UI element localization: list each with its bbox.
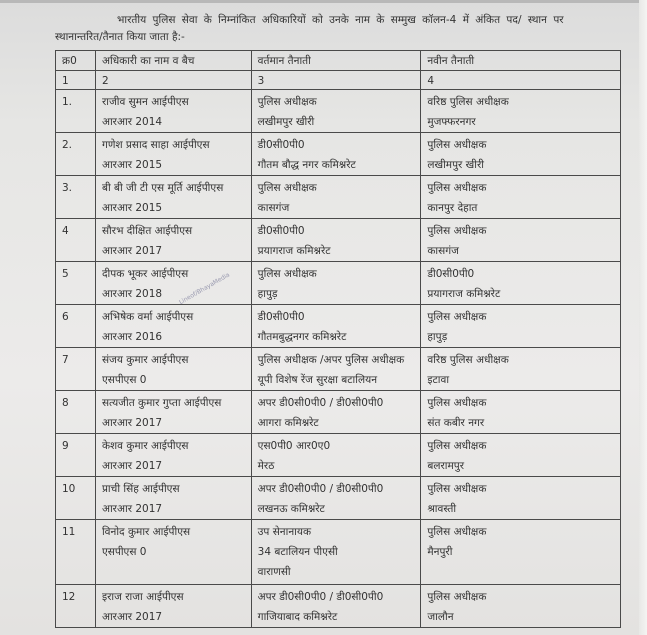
column-number-row xyxy=(56,71,621,90)
table-row xyxy=(56,176,621,219)
current-posting-line: अपर डी0सी0पी0 / डी0सी0पी0 xyxy=(257,397,384,409)
table-row xyxy=(56,585,621,628)
officer-cell xyxy=(95,176,251,219)
current-posting-line: डी0सी0पी0 xyxy=(257,311,305,323)
serial-number-text: 10 xyxy=(62,483,76,495)
officer-name: इराज राजा आईपीएस xyxy=(101,591,184,603)
officer-name: प्राची सिंह आईपीएस xyxy=(101,483,180,495)
officer-name: संजय कुमार आईपीएस xyxy=(101,354,189,366)
current-posting-cell xyxy=(251,219,421,262)
current-posting-line: गौतम बौद्ध नगर कमिश्नरेट xyxy=(257,159,356,171)
officer-batch: आरआर 2017 xyxy=(101,245,163,257)
column-number: 4 xyxy=(421,71,621,90)
serial-number xyxy=(56,176,96,219)
table-row xyxy=(56,520,621,585)
current-posting-line: एस0पी0 आर0ए0 xyxy=(257,440,331,452)
current-posting-cell xyxy=(251,133,421,176)
new-posting-line: प्रयागराज कमिश्नरेट xyxy=(427,288,501,300)
new-posting-line: संत कबीर नगर xyxy=(427,417,485,429)
current-posting-line: पुलिस अधीक्षक xyxy=(257,182,317,194)
header-row xyxy=(56,51,621,71)
serial-number-text: 7 xyxy=(62,354,69,366)
serial-number xyxy=(56,477,96,520)
current-posting-cell xyxy=(251,520,421,585)
table-row xyxy=(56,305,621,348)
table-row xyxy=(56,133,621,176)
current-posting-line: लखीमपुर खीरी xyxy=(257,116,315,128)
table-row xyxy=(56,391,621,434)
officer-cell xyxy=(95,434,251,477)
current-posting-cell xyxy=(251,585,421,628)
serial-number xyxy=(56,348,96,391)
new-posting-line: पुलिस अधीक्षक xyxy=(427,311,487,323)
new-posting-cell xyxy=(421,348,621,391)
new-posting-line: कासगंज xyxy=(427,245,459,257)
page-right-edge xyxy=(639,0,647,635)
page-top-edge xyxy=(0,0,647,3)
new-posting-line: मुजफ्फरनगर xyxy=(427,116,476,128)
new-posting-cell xyxy=(421,585,621,628)
new-posting-line: पुलिस अधीक्षक xyxy=(427,397,487,409)
officer-batch: एसपीएस 0 xyxy=(101,546,147,558)
current-posting-cell xyxy=(251,305,421,348)
current-posting-cell xyxy=(251,391,421,434)
new-posting-line: वरिष्ठ पुलिस अधीक्षक xyxy=(427,354,509,366)
officer-batch: आरआर 2018 xyxy=(101,288,163,300)
officer-batch: आरआर 2016 xyxy=(101,331,163,343)
current-posting-line: उप सेनानायक xyxy=(257,526,312,538)
new-posting-cell xyxy=(421,262,621,305)
officer-batch: आरआर 2015 xyxy=(101,202,163,214)
header-current-posting: वर्तमान तैनाती xyxy=(251,51,421,71)
serial-number-text: 1. xyxy=(62,96,73,108)
new-posting-cell xyxy=(421,90,621,133)
current-posting-cell xyxy=(251,176,421,219)
officer-batch: आरआर 2017 xyxy=(101,503,163,515)
transfer-table xyxy=(55,50,621,628)
current-posting-line: यूपी विशेष रेंज सुरक्षा बटालियन xyxy=(257,374,378,386)
column-number: 2 xyxy=(95,71,251,90)
officer-cell xyxy=(95,477,251,520)
new-posting-line: पुलिस अधीक्षक xyxy=(427,225,487,237)
officer-batch: आरआर 2017 xyxy=(101,611,163,623)
new-posting-cell xyxy=(421,305,621,348)
current-posting-line: मेरठ xyxy=(257,460,275,472)
serial-number-text: 12 xyxy=(62,591,76,603)
new-posting-cell xyxy=(421,434,621,477)
officer-cell xyxy=(95,90,251,133)
current-posting-cell xyxy=(251,90,421,133)
serial-number xyxy=(56,133,96,176)
officer-cell xyxy=(95,219,251,262)
current-posting-line: आगरा कमिश्नरेट xyxy=(257,417,319,429)
new-posting-cell xyxy=(421,391,621,434)
officer-batch: आरआर 2017 xyxy=(101,460,163,472)
officer-cell xyxy=(95,262,251,305)
new-posting-line: बलरामपुर xyxy=(427,460,465,472)
serial-number xyxy=(56,90,96,133)
officer-batch: एसपीएस 0 xyxy=(101,374,147,386)
header-sno: क्र0 xyxy=(56,51,96,71)
officer-name: बी बी जी टी एस मूर्ति आईपीएस xyxy=(101,182,224,194)
serial-number-text: 6 xyxy=(62,311,69,323)
header-name-batch: अधिकारी का नाम व बैच xyxy=(95,51,251,71)
officer-cell xyxy=(95,348,251,391)
column-number: 1 xyxy=(56,71,96,90)
serial-number xyxy=(56,520,96,585)
intro-paragraph xyxy=(55,12,625,46)
current-posting-cell xyxy=(251,477,421,520)
serial-number xyxy=(56,391,96,434)
new-posting-line: जालौन xyxy=(427,611,454,623)
current-posting-line: पुलिस अधीक्षक xyxy=(257,268,317,280)
table-row xyxy=(56,90,621,133)
current-posting-line: पुलिस अधीक्षक xyxy=(257,96,317,108)
officer-cell xyxy=(95,391,251,434)
serial-number-text: 11 xyxy=(62,526,76,538)
current-posting-line: अपर डी0सी0पी0 / डी0सी0पी0 xyxy=(257,483,384,495)
current-posting-cell xyxy=(251,434,421,477)
table-row xyxy=(56,348,621,391)
new-posting-line: श्रावस्ती xyxy=(427,503,457,515)
current-posting-line: 34 बटालियन पीएसी xyxy=(257,546,338,558)
intro-line-2: स्थानान्तरित/तैनात किया जाता है:- xyxy=(55,31,185,43)
current-posting-line: डी0सी0पी0 xyxy=(257,139,305,151)
current-posting-line: लखनऊ कमिश्नरेट xyxy=(257,503,325,515)
table-row xyxy=(56,434,621,477)
officer-batch: आरआर 2015 xyxy=(101,159,163,171)
officer-name: केशव कुमार आईपीएस xyxy=(101,440,189,452)
new-posting-cell xyxy=(421,133,621,176)
officer-name: विनोद कुमार आईपीएस xyxy=(101,526,191,538)
new-posting-line: पुलिस अधीक्षक xyxy=(427,483,487,495)
current-posting-line: गाजियाबाद कमिश्नरेट xyxy=(257,611,338,623)
new-posting-line: पुलिस अधीक्षक xyxy=(427,182,487,194)
officer-cell xyxy=(95,133,251,176)
officer-cell xyxy=(95,585,251,628)
serial-number-text: 2. xyxy=(62,139,73,151)
new-posting-line: पुलिस अधीक्षक xyxy=(427,591,487,603)
current-posting-line: गौतमबुद्धनगर कमिश्नरेट xyxy=(257,331,347,343)
officer-name: गणेश प्रसाद साहा आईपीएस xyxy=(101,139,210,151)
current-posting-cell xyxy=(251,262,421,305)
current-posting-line: कासगंज xyxy=(257,202,290,214)
serial-number-text: 4 xyxy=(62,225,69,237)
officer-batch: आरआर 2017 xyxy=(101,417,163,429)
new-posting-cell xyxy=(421,219,621,262)
officer-name: राजीव सुमन आईपीएस xyxy=(101,96,189,108)
current-posting-line: हापुड़ xyxy=(257,288,278,300)
new-posting-line: पुलिस अधीक्षक xyxy=(427,139,487,151)
table-row xyxy=(56,219,621,262)
new-posting-line: वरिष्ठ पुलिस अधीक्षक xyxy=(427,96,509,108)
serial-number xyxy=(56,305,96,348)
new-posting-cell xyxy=(421,520,621,585)
new-posting-cell xyxy=(421,176,621,219)
current-posting-line: वाराणसी xyxy=(257,566,291,578)
new-posting-line: पुलिस अधीक्षक xyxy=(427,440,487,452)
current-posting-line: डी0सी0पी0 xyxy=(257,225,305,237)
intro-line-1: भारतीय पुलिस सेवा के निम्नांकित अधिकारियों को उनके नाम के सम्मुख कॉलन-4 में अंकित पद/ स्थान पर xyxy=(117,14,564,26)
new-posting-line: लखीमपुर खीरी xyxy=(427,159,484,171)
current-posting-cell xyxy=(251,348,421,391)
new-posting-line: कानपुर देहात xyxy=(427,202,478,214)
header-new-posting: नवीन तैनाती xyxy=(421,51,621,71)
new-posting-line: हापुड़ xyxy=(427,331,448,343)
table-row xyxy=(56,477,621,520)
officer-name: अभिषेक वर्मा आईपीएस xyxy=(101,311,194,323)
officer-name: सत्यजीत कुमार गुप्ता आईपीएस xyxy=(101,397,222,409)
officer-name: दीपक भूकर आईपीएस xyxy=(101,268,189,280)
officer-batch: आरआर 2014 xyxy=(101,116,163,128)
serial-number-text: 8 xyxy=(62,397,69,409)
serial-number xyxy=(56,585,96,628)
current-posting-line: प्रयागराज कमिश्नरेट xyxy=(257,245,331,257)
new-posting-line: इटावा xyxy=(427,374,450,386)
serial-number-text: 5 xyxy=(62,268,69,280)
table-row xyxy=(56,262,621,305)
new-posting-cell xyxy=(421,477,621,520)
serial-number-text: 9 xyxy=(62,440,69,452)
current-posting-line: पुलिस अधीक्षक /अपर पुलिस अधीक्षक xyxy=(257,354,405,366)
serial-number-text: 3. xyxy=(62,182,73,194)
column-number: 3 xyxy=(251,71,421,90)
current-posting-line: अपर डी0सी0पी0 / डी0सी0पी0 xyxy=(257,591,384,603)
serial-number xyxy=(56,262,96,305)
watermark: Lineof/BhayaMedia xyxy=(178,271,231,307)
new-posting-line: मैनपुरी xyxy=(427,546,453,558)
serial-number xyxy=(56,219,96,262)
serial-number xyxy=(56,434,96,477)
new-posting-line: डी0सी0पी0 xyxy=(427,268,475,280)
officer-name: सौरभ दीक्षित आईपीएस xyxy=(101,225,193,237)
officer-cell xyxy=(95,520,251,585)
new-posting-line: पुलिस अधीक्षक xyxy=(427,526,487,538)
officer-cell xyxy=(95,305,251,348)
